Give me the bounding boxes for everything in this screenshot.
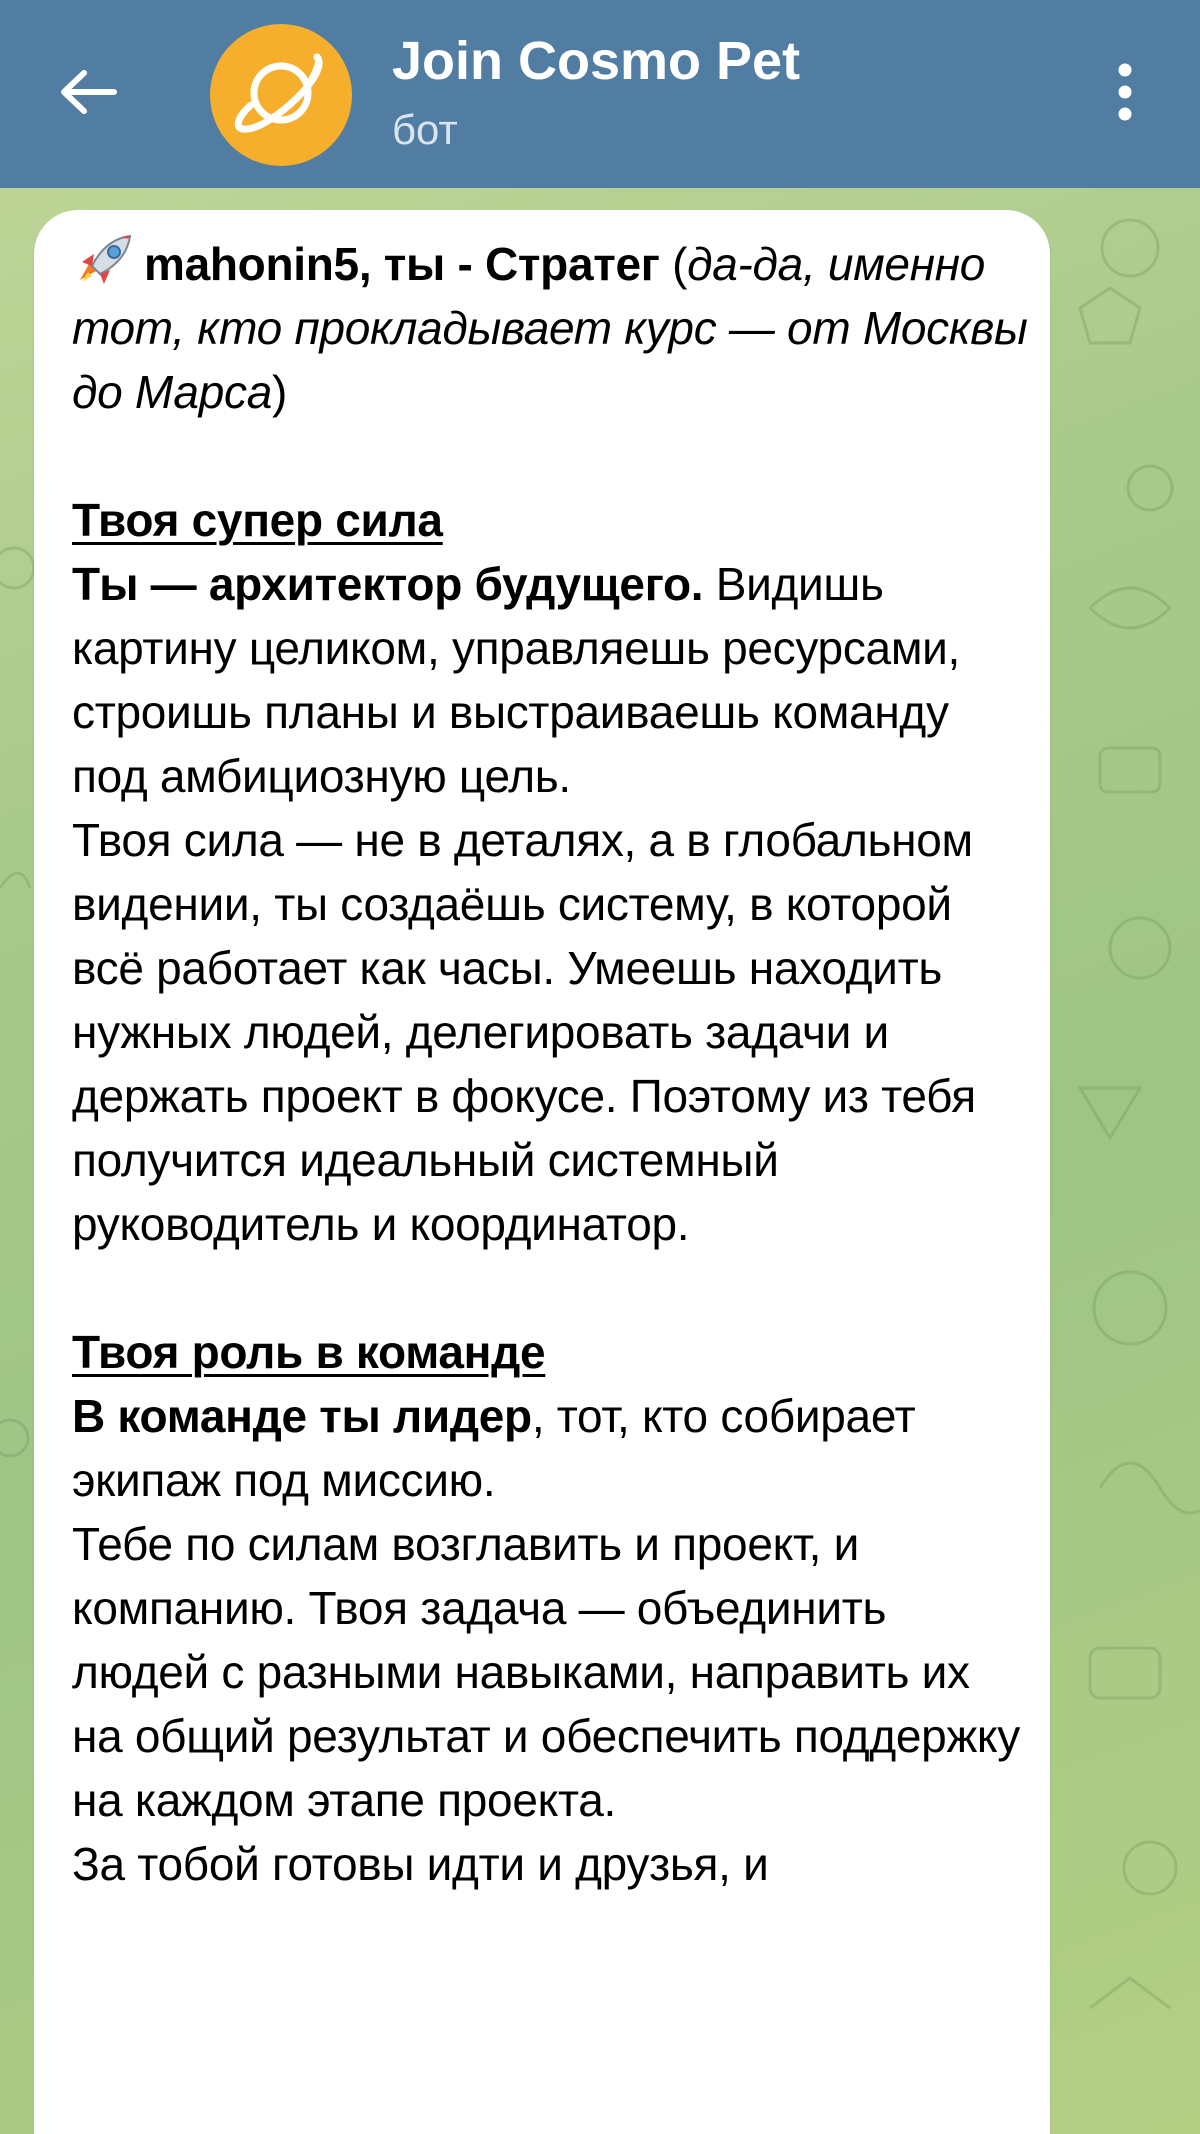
section1-lead <box>72 552 1032 808</box>
message-text <box>72 232 1032 1896</box>
section1-paragraph: Твоя сила — не в деталях, а в глобальном видении, ты создаёшь систему, в которой всё работает как часы. Умеешь находить нужных людей, делегировать задачи и держать проект в фокусе. Поэтому из тебя получится идеальный системный руководитель и координатор. <box>72 814 976 1250</box>
more-menu-button[interactable] <box>1090 54 1160 134</box>
section2-lead-bold: В команде ты лидер <box>72 1390 532 1442</box>
paragraph-gap <box>72 1256 1032 1320</box>
section2-paragraph-cut: За тобой готовы идти и друзья, и <box>72 1838 769 1890</box>
chat-title[interactable]: Join Cosmo Pet <box>392 31 801 91</box>
section2-paragraph: Тебе по силам возглавить и проект, и компанию. Твоя задача — объединить людей с разными навыками, направить их на общий результат и обеспечить поддержку на каждом этапе проекта. <box>72 1518 1020 1826</box>
section2-heading <box>72 1320 1032 1384</box>
bot-avatar[interactable] <box>210 24 352 166</box>
intro-italic: да-да, именно тот, кто прокладывает курс — от Москвы до Марса <box>72 238 1028 418</box>
section2-lead-rest: , тот, кто собирает экипаж под миссию. <box>72 1390 916 1506</box>
intro-paren-open: ( <box>659 238 688 290</box>
back-button[interactable] <box>44 50 132 138</box>
intro-paren-close: ) <box>271 366 288 418</box>
message-intro <box>72 232 1032 424</box>
section1-heading <box>72 488 1032 552</box>
section1-lead-rest: Видишь картину целиком, управляешь ресурсами, строишь планы и выстраиваешь команду под амбициозную цель. <box>72 558 961 802</box>
section2-heading-text: Твоя роль в команде <box>72 1326 546 1378</box>
section1-lead-bold: Ты — архитектор будущего. <box>72 558 704 610</box>
planet-icon <box>231 43 331 148</box>
section2-lead <box>72 1384 1032 1512</box>
intro-bold: mahonin5, ты - Стратег <box>144 238 660 290</box>
rocket-emoji-icon <box>72 232 134 288</box>
paragraph-gap <box>72 424 1032 488</box>
section1-heading-text: Твоя супер сила <box>72 494 443 546</box>
chat-header <box>0 0 1200 188</box>
arrow-left-icon <box>58 68 118 121</box>
chat-subtitle: бот <box>392 106 458 153</box>
more-vertical-icon <box>1115 62 1135 127</box>
